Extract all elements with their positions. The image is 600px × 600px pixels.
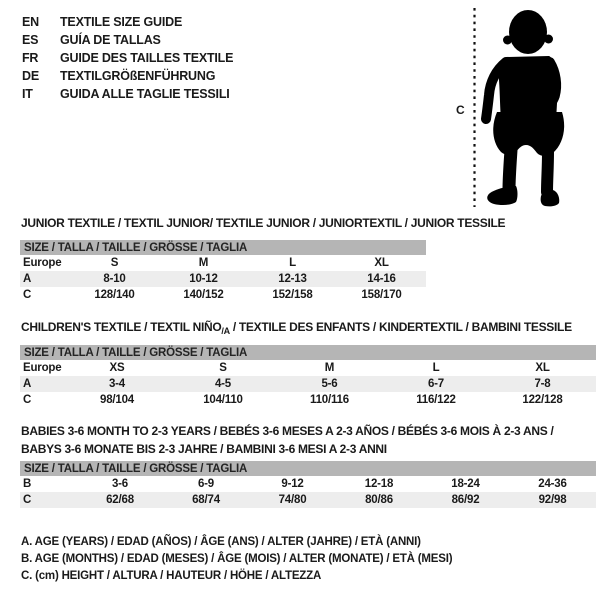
size-cell: XL <box>535 362 550 374</box>
note-height-cm: C. (cm) HEIGHT / ALTURA / HAUTEUR / HÖHE / ALTEZZA <box>21 570 322 582</box>
title-subscript: /A <box>221 326 230 336</box>
height-cell: 116/122 <box>416 394 456 406</box>
row-label: Europe <box>23 257 62 269</box>
children-size-table <box>20 345 596 408</box>
size-cell: L <box>289 257 296 269</box>
row-label: A <box>20 271 70 287</box>
age-cell: 12-18 <box>364 478 394 490</box>
row-label: C <box>20 492 77 508</box>
size-cell: S <box>110 257 119 269</box>
language-code: IT <box>22 87 33 101</box>
row-label: A <box>20 376 64 392</box>
children-section-title <box>21 320 572 336</box>
height-cell: 140/152 <box>183 289 224 301</box>
table-row-age <box>20 376 596 392</box>
age-cell: 10-12 <box>159 271 248 287</box>
title-text: CHILDREN'S TEXTILE / TEXTIL NIÑO <box>21 320 222 334</box>
height-measure-figure <box>450 0 600 215</box>
size-header-row <box>20 240 426 255</box>
height-measure-label: C <box>456 103 465 117</box>
babies-title-line2: BABYS 3-6 MONATE BIS 2-3 JAHRE / BAMBINI 3-6 MESI A 2-3 ANNI <box>21 441 387 456</box>
height-cell: 158/170 <box>361 289 402 301</box>
row-label: C <box>23 394 32 406</box>
language-code: DE <box>22 69 39 83</box>
height-cell: 122/128 <box>522 394 563 406</box>
height-cell: 110/116 <box>310 394 349 406</box>
age-cell: 6-9 <box>197 478 215 490</box>
language-label: GUIDE DES TAILLES TEXTILE <box>60 51 234 65</box>
height-cell: 62/68 <box>77 492 163 508</box>
age-cell: 14-16 <box>337 271 426 287</box>
note-age-months: B. AGE (MONTHS) / EDAD (MESES) / ÂGE (MOIS) / ALTER (MONATE) / ETÀ (MESI) <box>21 553 453 565</box>
age-cell: 8-10 <box>70 271 159 287</box>
language-label: GUIDA ALLE TAGLIE TESSILI <box>60 87 230 101</box>
language-row <box>22 13 233 31</box>
height-cell: 152/158 <box>272 289 313 301</box>
language-label: TEXTILGRÖßENFÜHRUNG <box>60 69 216 83</box>
babies-size-table <box>20 461 596 508</box>
language-row <box>22 85 233 103</box>
table-row-height <box>20 287 426 303</box>
age-cell: 18-24 <box>451 478 480 490</box>
note-age-years: A. AGE (YEARS) / EDAD (AÑOS) / ÂGE (ANS) / ALTER (JAHRE) / ETÀ (ANNI) <box>21 536 421 548</box>
row-label: C <box>23 289 32 301</box>
age-cell: 24-36 <box>538 478 567 490</box>
row-label: B <box>23 478 32 490</box>
height-cell: 74/80 <box>249 492 336 508</box>
title-text: / TEXTILE DES ENFANTS / KINDERTEXTIL / BAMBINI TESSILE <box>229 320 572 334</box>
junior-section-title: JUNIOR TEXTILE / TEXTIL JUNIOR/ TEXTILE JUNIOR / JUNIORTEXTIL / JUNIOR TESSILE <box>21 216 506 230</box>
age-cell: 5-6 <box>276 376 383 392</box>
language-label: GUÍA DE TALLAS <box>60 33 161 47</box>
size-header-row <box>20 461 596 476</box>
height-cell: 98/104 <box>100 394 134 406</box>
size-cell: XL <box>374 257 389 269</box>
language-label: TEXTILE SIZE GUIDE <box>60 15 183 29</box>
table-row-age <box>20 271 426 287</box>
table-row-europe <box>20 255 426 271</box>
height-cell: 80/86 <box>336 492 422 508</box>
size-header-row <box>20 345 596 360</box>
height-cell: 104/110 <box>203 394 243 406</box>
language-code: ES <box>22 33 39 47</box>
age-cell: 7-8 <box>489 376 596 392</box>
age-cell: 12-13 <box>248 271 337 287</box>
height-cell: 92/98 <box>509 492 596 508</box>
row-label: Europe <box>23 362 62 374</box>
age-cell: 4-5 <box>170 376 276 392</box>
toddler-silhouette-icon <box>450 0 600 215</box>
age-cell: 3-4 <box>64 376 170 392</box>
age-cell: 3-6 <box>111 478 129 490</box>
age-cell: 6-7 <box>383 376 489 392</box>
height-cell: 86/92 <box>422 492 509 508</box>
size-header: SIZE / TALLA / TAILLE / GRÖSSE / TAGLIA <box>20 345 596 360</box>
language-row <box>22 31 233 49</box>
language-code: EN <box>22 15 39 29</box>
size-cell: S <box>219 362 227 374</box>
size-header: SIZE / TALLA / TAILLE / GRÖSSE / TAGLIA <box>20 240 426 255</box>
size-cell: L <box>432 362 440 374</box>
language-row <box>22 67 233 85</box>
height-cell: 128/140 <box>94 289 135 301</box>
legend-notes <box>21 534 452 585</box>
junior-size-table <box>20 240 426 303</box>
size-cell: M <box>198 257 209 269</box>
babies-title-line1: BABIES 3-6 MONTH TO 2-3 YEARS / BEBÉS 3-6 MESES A 2-3 AÑOS / BÉBÉS 3-6 MOIS À 2-3 ANS / <box>21 424 554 438</box>
size-header: SIZE / TALLA / TAILLE / GRÖSSE / TAGLIA <box>20 461 596 476</box>
table-row-europe <box>20 360 596 376</box>
size-cell: M <box>324 362 335 374</box>
language-code: FR <box>22 51 39 65</box>
table-row-height <box>20 492 596 508</box>
size-cell: XS <box>109 362 125 374</box>
language-row <box>22 49 233 67</box>
height-cell: 68/74 <box>163 492 249 508</box>
age-cell: 9-12 <box>281 478 304 490</box>
table-row-age-months <box>20 476 596 492</box>
table-row-height <box>20 392 596 408</box>
language-guide-list <box>22 13 233 103</box>
babies-section-title <box>21 423 553 458</box>
